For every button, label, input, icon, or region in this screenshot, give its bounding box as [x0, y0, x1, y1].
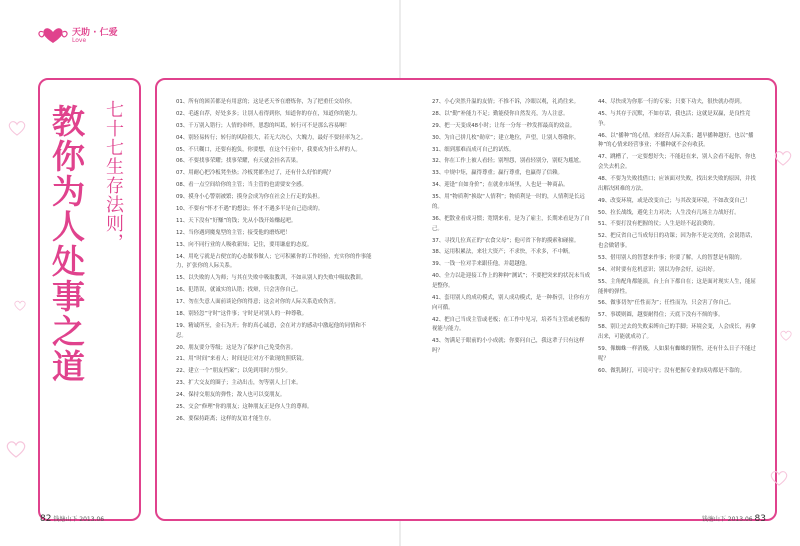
rule-item: 29、把一天变成48小时；让每一分每一秒发挥最高的效益。: [432, 122, 576, 129]
footer-right-text: 钱塘山下 2013.06: [701, 516, 753, 523]
heart-icon: [8, 120, 26, 136]
footer-right: [702, 514, 766, 524]
rule-item: 33、中规中矩，赢得尊重；赢行尊重，也赢得了信赖。: [432, 170, 563, 177]
rule-item: 50、拉长战线，避免主力对决；人生没有几场主力战好打。: [598, 209, 740, 216]
heart-icon: [6, 440, 26, 458]
rule-item: 57、事缓则圆，越要耐得住；天底下没有不烦的事。: [598, 312, 724, 319]
rule-item: 22、建立一个“朋友档案”；以免到用时方恨少。: [176, 368, 291, 375]
rule-item: 02、毛遂自荐，好处多多；让别人看得到你，知道你的存在，知道你的能力。: [176, 110, 361, 117]
rule-item: 36、把散业看成习惯；宽期来看，是为了雇主，长期来看是为了自己。: [432, 215, 590, 232]
rule-item: 01、所有的困苦都是有用意的；这是老天爷在磨炼你，为了把重任交给你。: [176, 99, 356, 105]
rule-item: 32、你在工作上被人看轻；别埋怨，别看轻别分，别贬为尴尬。: [432, 158, 585, 165]
rule-item: 17、勿在失意人面前谈论你的得意；这会对你的人际关系造成伤害。: [176, 299, 340, 306]
rule-item: 42、把自己当成主管或老板；在工作中见习，培养当主管或老板的视能与能力。: [432, 316, 590, 333]
rule-item: 44、尽快成为你那一行的专家；只要下功夫，很快就办得到。: [598, 99, 746, 105]
rule-item: 26、要保持距离；这样的友谊才能生存。: [176, 415, 275, 422]
footer-left-text: 钱塘山下 2013.06: [53, 516, 105, 523]
text-column-1: [176, 98, 376, 427]
rule-item: 55、主角配角都能演，台上台下都自在；这是面对现实人生，能屈能伸的弹性。: [598, 278, 756, 295]
rule-item: 43、勿满足于眼前的小小成就；你要问自己，我这辈子只有这样吗？: [432, 338, 585, 355]
rule-item: 24、保持交朋友的弹性；敌人也可以变朋友。: [176, 392, 286, 399]
rule-item: 59、像蜘蛛一样消极，人如果有蜘蛛的韧性，还有什么日子不能过呢？: [598, 345, 756, 362]
rule-item: 03、千万别入错行；人情的牵绊，恩怨的纠葛，转行可不是那么容易啊！: [176, 122, 350, 129]
rule-item: 37、寻找几位真正的“衣食父母”；他可省下你的摸索和碰撞。: [432, 237, 580, 244]
rule-item: 60、做乳制打，可说可守；没有把握专业的成功都是不靠的。: [598, 367, 746, 374]
rule-item: 45、与其存于沉默，不如存话，我也活；这就是双赢，是良性竞争。: [598, 110, 751, 127]
rule-item: 31、细到那难而成可自己的试炼。: [432, 146, 515, 153]
rule-item: 54、对时要有危机意识；别以为你会好，运出好。: [598, 266, 719, 273]
rule-item: 27、小心突然升温的友情；不推不诉，冷眼以观，礼尚往来。: [432, 99, 580, 105]
rule-item: 47、跳槽了，一定要想好失；不能赶在来，别人会看不起你，你也会失去机会。: [598, 154, 756, 171]
rule-item: 25、交会“修理”你的朋友；这种朋友正是你人生的尊师。: [176, 403, 313, 410]
rule-item: 08、看一点空间给你的主管；当主管的也需要安全感。: [176, 182, 307, 189]
article-subtitle: 七十七生存法则，: [103, 100, 124, 252]
rule-item: 53、借用别人的智慧来作事；你要了解，人的智慧是有限的。: [598, 255, 746, 261]
rule-item: 35、用“物质利”换取“人情利”；物质利是一时的，人情利是长远的。: [432, 194, 585, 210]
rule-item: 09、摸身小心警别被繁；摸身会成为你在社会上行走的负担。: [176, 194, 324, 201]
wing-heart-icon: [38, 24, 68, 46]
rule-item: 58、别让过去的失败束缚自己的手脚；环境会变，人会成长，再拿出来，可能就成功了。: [598, 324, 756, 341]
rule-item: 04、别轻易转行；转行的风险很大，若无大决心，大魄力，最好不要轻率为之。: [176, 134, 367, 141]
rule-item: 49、改变环境，或是改变自己；与其改变环境，不如改变自己！: [598, 197, 751, 204]
heart-icon: [774, 150, 792, 166]
rule-item: 52、把反省自己当成每日的功课；因为你不是完美的，会说错话，也会做错事。: [598, 233, 756, 250]
brand-title: 天助 · 仁爱: [72, 28, 118, 38]
rule-item: 40、全力以赴迎接工作上的种种“测试”；不要把突来的状况未当成是整你。: [432, 273, 590, 289]
rule-item: 06、不要找事荣耀；找事荣耀，有天就会挂名苦果。: [176, 158, 302, 165]
heart-icon: [770, 470, 788, 486]
rule-item: 34、迎逢“自如身价”；在就业市场里，人也是一种商品。: [432, 182, 569, 189]
rule-item: 07、用耐心把冷板凳坐热；冷板凳都坐过了，还有什么好怕的呢？: [176, 170, 334, 177]
rule-item: 46、以“播种”的心情，来经营人际关系；越早播种越好，也以“播种”的心情来经营事业；不播种就不会有收获。: [598, 132, 754, 149]
text-column-3: [598, 98, 760, 379]
rule-item: 13、向不同行业的人吸收新知；记住，要用谦虚的态度。: [176, 241, 313, 248]
rule-item: 30、为自己拼几枚“勋章”；建立地位，声望，让别人尊敬你。: [432, 134, 580, 141]
rule-item: 41、套用别人的成功模式，别人成功模式，是一种指引，让你有方向可循。: [432, 294, 590, 311]
article-title: 教你为人处事之道: [47, 104, 86, 384]
rule-item: 11、天下没有“好赚”的钱；先从小钱开始赚起吧。: [176, 217, 297, 224]
rule-item: 16、犯错误，就诚实的认错；找辩，只会害你自己。: [176, 287, 302, 294]
rule-item: 39、一钱一位对手来跟佳他，并超越他。: [432, 261, 531, 268]
page-number-left: 82: [40, 514, 52, 524]
rule-item: 28、以“勤”补能力不足；勤能使你自然发亮，为人注意。: [432, 110, 569, 117]
rule-item: 20、朋友要分等级；这是为了保护自己免受伤害。: [176, 344, 297, 351]
rule-item: 51、不要打没有把握的仗；人生是经不起浪费的。: [598, 221, 719, 228]
footer-left: [40, 514, 104, 524]
rule-item: 14、用吃亏就是占便宜的心态做事做人；它可积累你的工作经验，充实你的作事能力，扩张你的人际关系。: [176, 253, 372, 270]
rule-item: 56、做事切勿“任性而为”；任性而为，只会害了你自己。: [598, 300, 735, 307]
rule-item: 38、运用积累法，来壮大资产；不求快，不求多，不中断。: [432, 249, 574, 256]
rule-item: 21、用“时间”来看人；时间是让对方不欲现的照妖镜。: [176, 356, 308, 363]
rule-item: 23、扩大交友的圈子；主动出击，勿等别人上门来。: [176, 380, 302, 387]
page-number-right: 83: [754, 514, 766, 524]
rule-item: 12、当你遇到魔鬼型的主管；接受他的磨炼吧！: [176, 229, 291, 236]
rule-item: 48、不要为失败找借口；应该面对失败，找出来失败的原因，并找出解决困难的方法。: [598, 175, 756, 192]
text-column-2: [432, 98, 592, 359]
heart-icon: [14, 300, 26, 311]
rule-item: 10、不要有“怀才不遇”的想法；怀才不遇多半是自己造成的。: [176, 206, 324, 213]
heart-icon: [780, 330, 792, 341]
rule-item: 19、精诚所至，金石为开；你的真心诚意，会在对方的感动中激起他的同情和不忍。: [176, 322, 367, 339]
brand-subtitle: Love: [72, 37, 87, 44]
rule-item: 18、别轻忽“守时”这件事；守时是对别人的一种尊敬。: [176, 310, 308, 317]
rule-item: 05、不只糊口，还要有抱负，你要想，在这个行业中，我要成为什么样的人。: [176, 146, 361, 153]
rule-item: 15、以失败的人为师；与其在失败中吸取教训，不如从别人的失败中吸取教训。: [176, 275, 367, 282]
